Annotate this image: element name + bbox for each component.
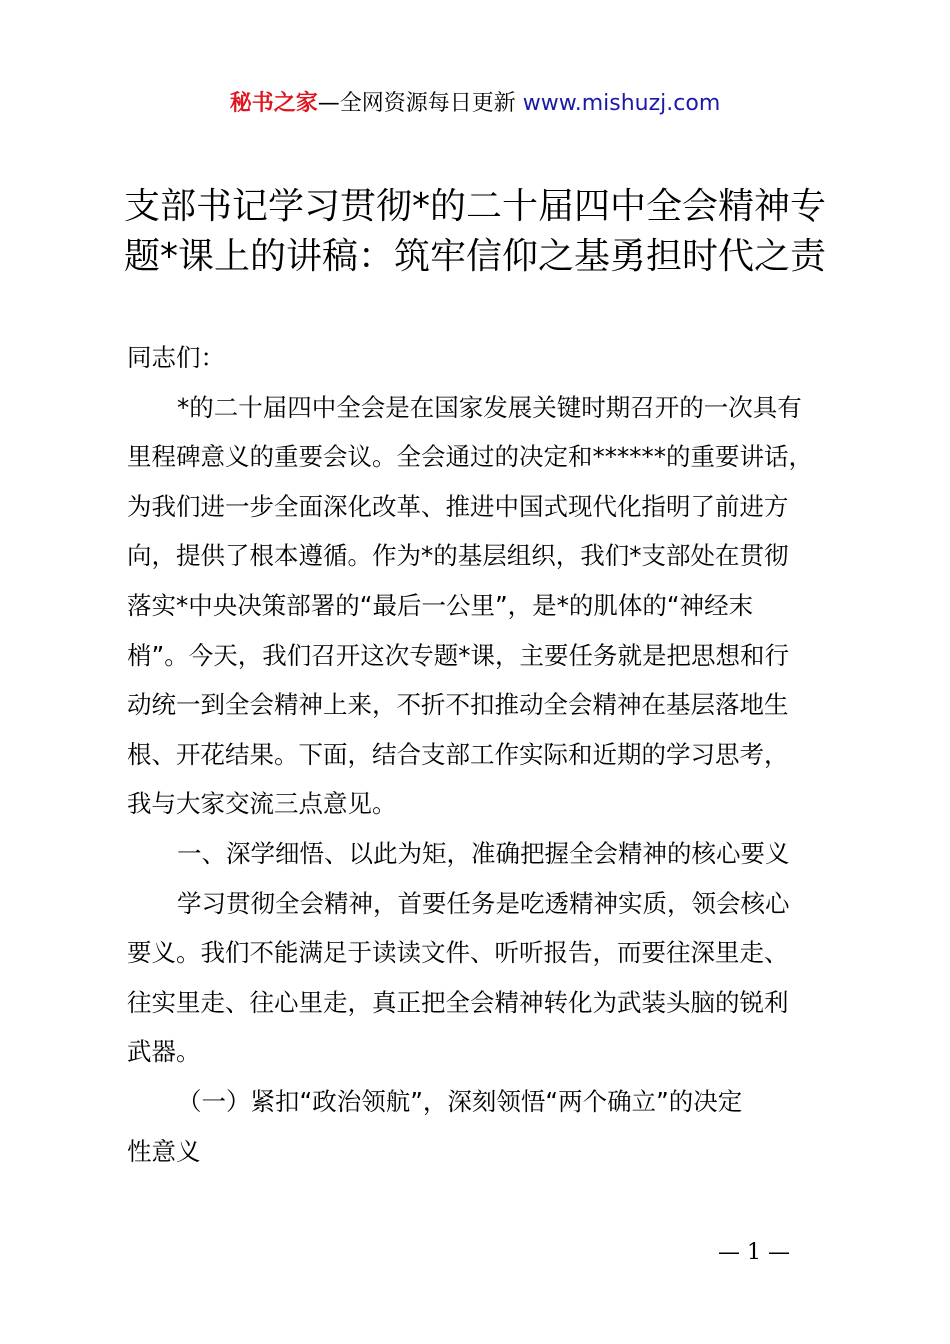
paragraph-line: 落实*中央决策部署的“最后一公里”，是*的肌体的“神经末 <box>127 590 754 620</box>
paragraph-line: 往实里走、往心里走，真正把全会精神转化为武装头脑的锐利 <box>127 987 789 1017</box>
paragraph-line: 为我们进一步全面深化改革、推进中国式现代化指明了前进方 <box>127 491 789 521</box>
title-line-2: 题*课上的讲稿：筑牢信仰之基勇担时代之责 <box>123 236 826 277</box>
paragraph-line: 根、开花结果。下面，结合支部工作实际和近期的学习思考， <box>127 739 789 769</box>
salutation: 同志们： <box>127 343 225 372</box>
paragraph-line: *的二十届四中全会是在国家发展关键时期召开的一次具有 <box>177 392 802 422</box>
paragraph-line: 里程碑意义的重要会议。全会通过的决定和******的重要讲话， <box>127 442 813 472</box>
title-line-1: 支部书记学习贯彻*的二十届四中全会精神专 <box>123 186 826 227</box>
document-title <box>100 182 850 282</box>
paragraph-line: 向，提供了根本遵循。作为*的基层组织，我们*支部处在贯彻 <box>127 541 789 571</box>
paragraph-line: 要义。我们不能满足于读读文件、听听报告，而要往深里走、 <box>127 938 789 968</box>
section-heading: 一、深学细悟、以此为矩，准确把握全会精神的核心要义 <box>177 838 790 868</box>
paragraph-line: 武器。 <box>127 1037 201 1067</box>
paragraph-line: 我与大家交流三点意见。 <box>127 789 397 819</box>
paragraph-line: 梢”。今天，我们召开这次专题*课，主要任务就是把思想和行 <box>127 640 789 670</box>
paragraph-line: 动统一到全会精神上来，不折不扣推动全会精神在基层落地生 <box>127 690 789 720</box>
site-url-link[interactable]: www.mishuzj.com <box>522 91 721 116</box>
document-body <box>127 333 837 1176</box>
site-brand: 秘书之家 <box>229 91 318 116</box>
site-tagline: —全网资源每日更新 <box>317 91 523 116</box>
subsection-heading-continued: 性意义 <box>127 1136 201 1166</box>
subsection-heading: （一）紧扣“政治领航”，深刻领悟“两个确立”的决定 <box>177 1086 743 1116</box>
site-header <box>0 86 950 122</box>
paragraph-line: 学习贯彻全会精神，首要任务是吃透精神实质，领会核心 <box>177 888 790 918</box>
page-number: — 1 — <box>718 1240 790 1265</box>
